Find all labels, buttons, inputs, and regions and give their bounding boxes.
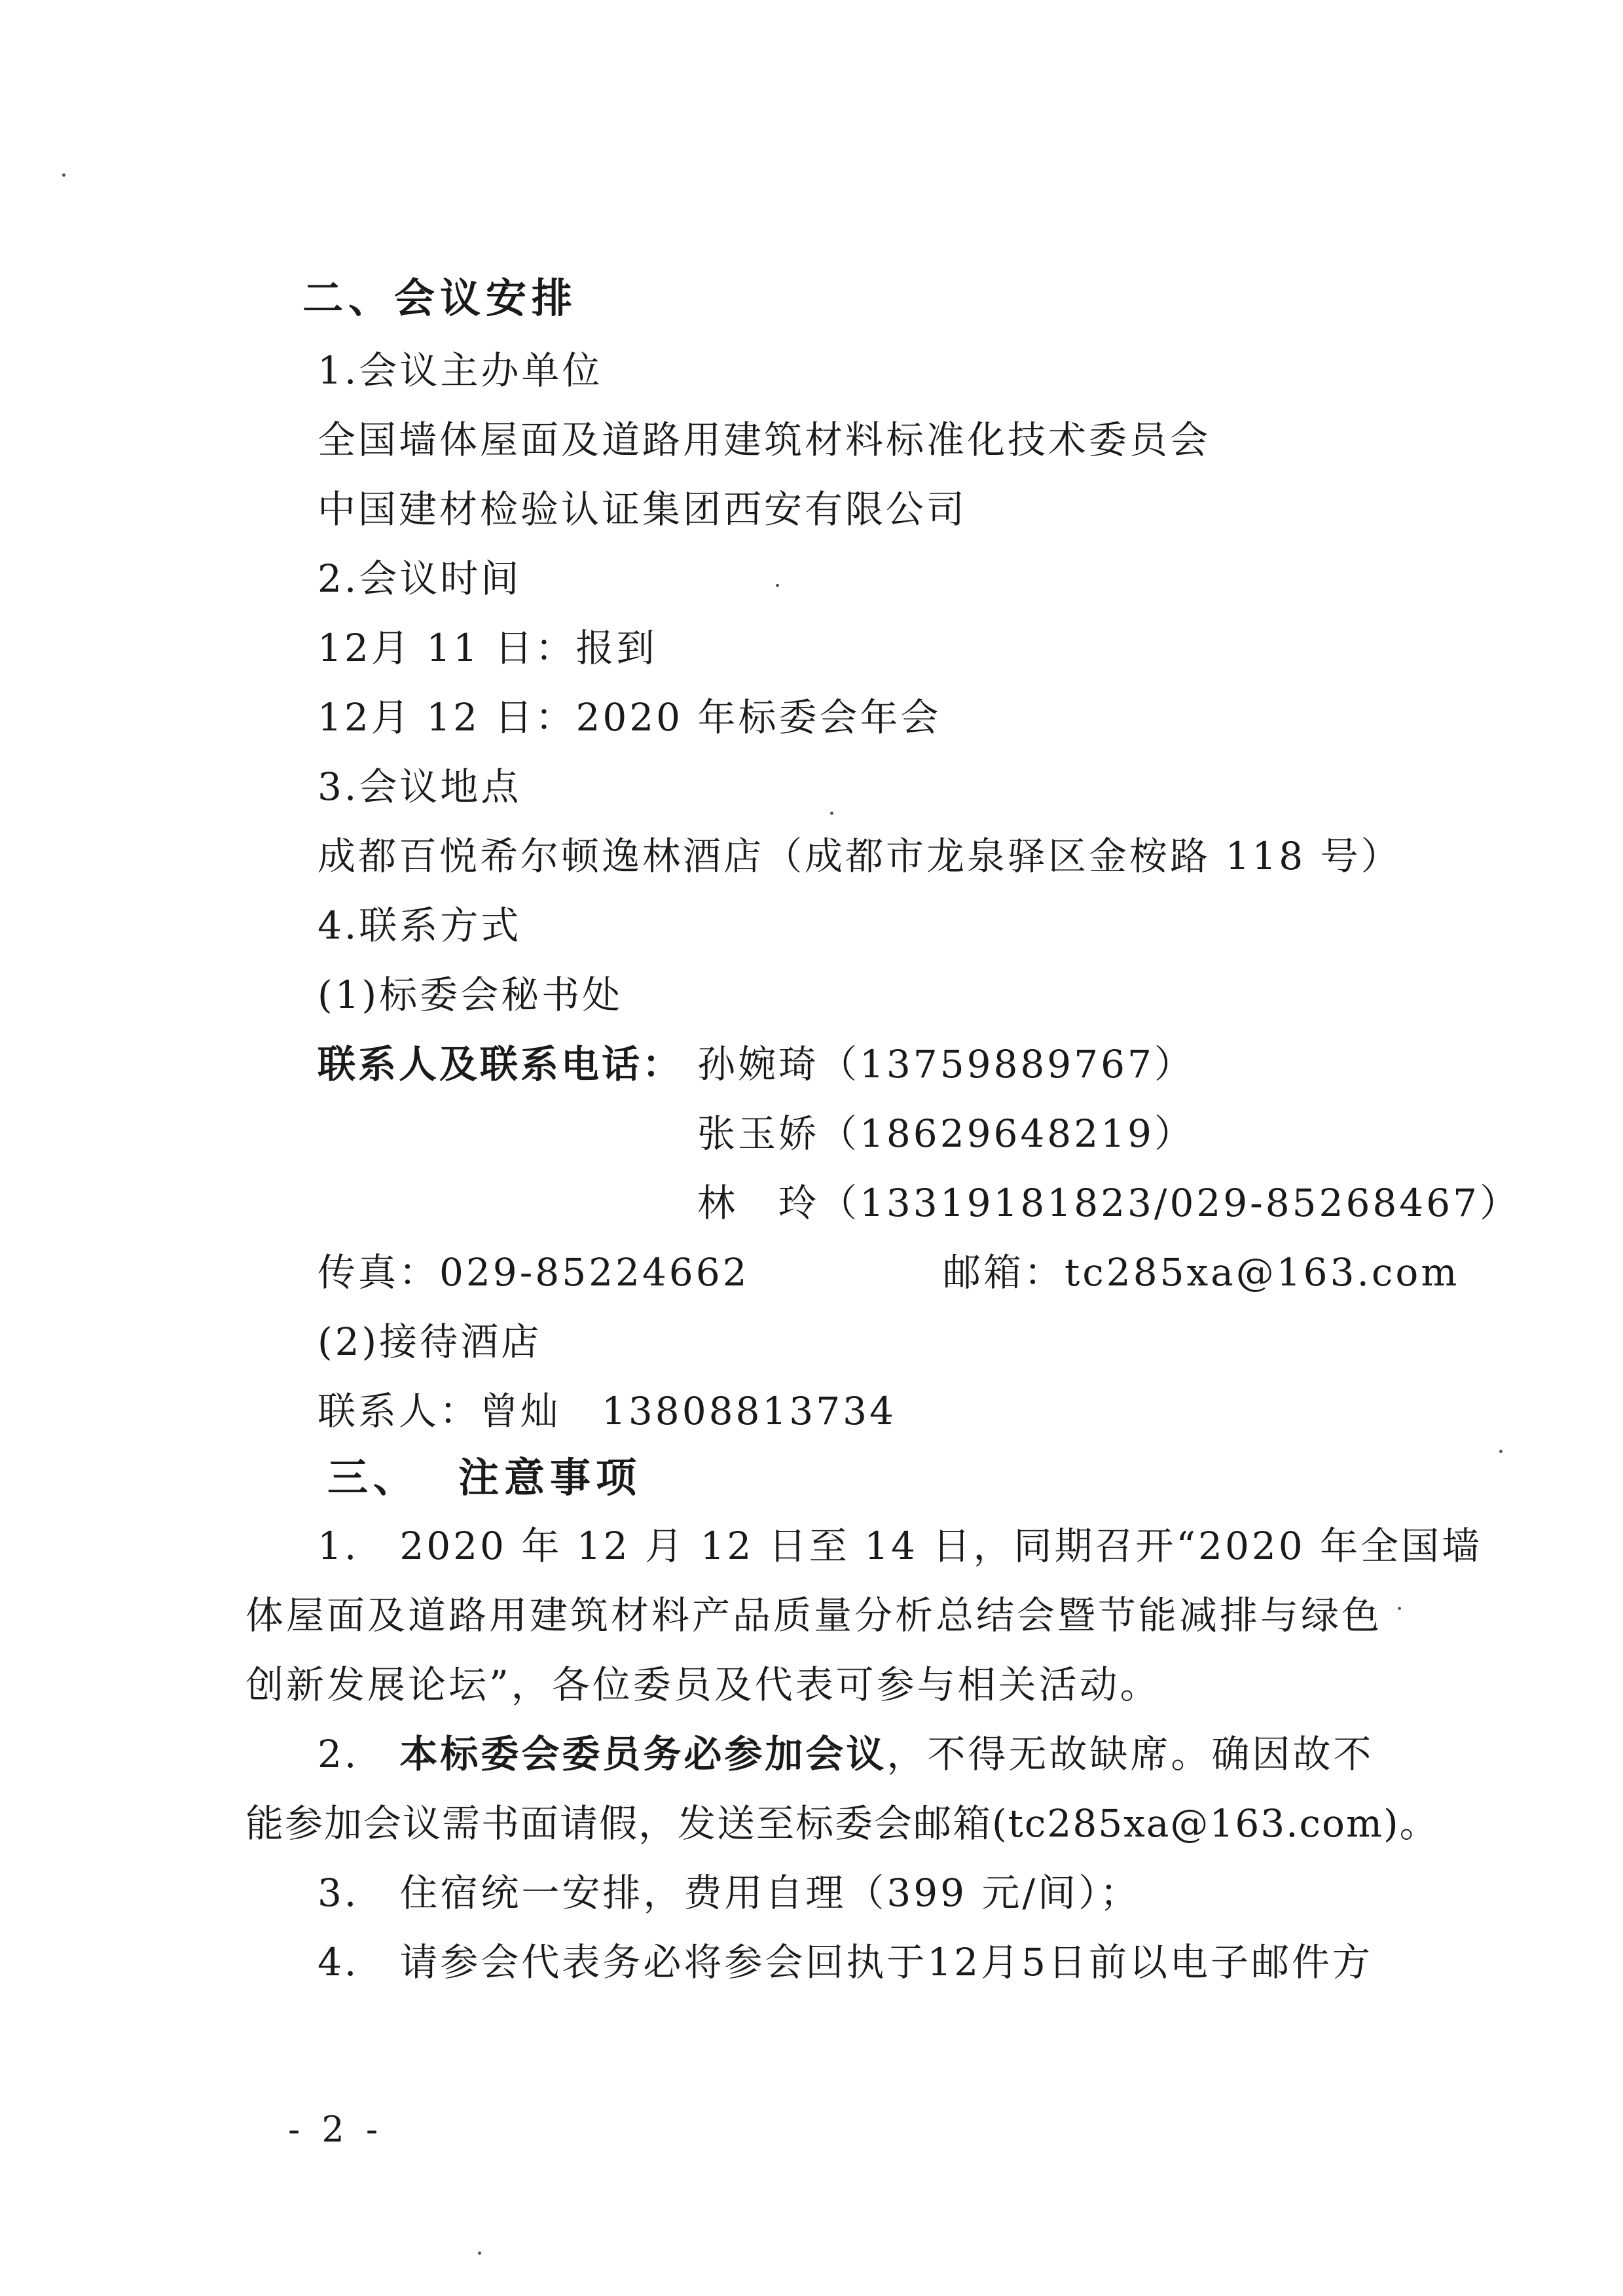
organizer-line-1: 全国墙体屋面及道路用建筑材料标准化技术委员会 <box>318 418 1211 462</box>
scan-speck <box>478 2251 481 2255</box>
scan-speck <box>1499 1450 1503 1453</box>
time-label: 2.会议时间 <box>318 556 522 601</box>
notice-2-number: 2. <box>318 1732 359 1776</box>
contacts-label: 联系人及联系电话： <box>318 1042 684 1086</box>
scan-speck <box>776 584 779 587</box>
organizer-label: 1.会议主办单位 <box>318 348 603 393</box>
notice-2-emphasis: 本标委会委员务必参加会议 <box>399 1732 887 1776</box>
scan-speck <box>62 173 65 177</box>
notice-2-rest: ，不得无故缺席。确因故不 <box>886 1732 1374 1776</box>
notice-3-line-1: 3. 住宿统一安排，费用自理（399 元/间）； <box>318 1871 1141 1915</box>
email-address: 邮箱：tc285xa@163.com <box>943 1250 1460 1295</box>
hotel-contact: 联系人：曾灿 13808813734 <box>318 1389 896 1433</box>
secretariat-label: (1)标委会秘书处 <box>318 973 623 1017</box>
notice-2-line-1 <box>318 1731 1374 1778</box>
venue-line: 成都百悦希尔顿逸林酒店（成都市龙泉驿区金桉路 118 号） <box>318 834 1402 878</box>
hotel-label: (2)接待酒店 <box>318 1319 542 1364</box>
notice-1-line-2: 体屋面及道路用建筑材料产品质量分析总结会暨节能减排与绿色 <box>246 1593 1383 1638</box>
scan-speck <box>830 812 833 815</box>
page-number: - 2 - <box>288 2109 384 2150</box>
contact-person-2: 张玉娇（18629648219） <box>697 1111 1195 1156</box>
notice-2-line-2: 能参加会议需书面请假，发送至标委会邮箱(tc285xa@163.com)。 <box>246 1801 1439 1846</box>
section2-heading: 二、会议安排 <box>302 274 578 322</box>
time-line-2: 12月 12 日：2020 年标委会年会 <box>318 695 941 740</box>
time-line-1: 12月 11 日：报到 <box>318 626 657 670</box>
section3-heading-number: 三、 <box>327 1454 420 1501</box>
contact-label: 4.联系方式 <box>318 903 522 948</box>
contact-person-3: 林 玲（13319181823/029-85268467） <box>697 1181 1520 1225</box>
venue-label: 3.会议地点 <box>318 764 522 809</box>
notice-1-line-1: 1. 2020 年 12 月 12 日至 14 日，同期召开“2020 年全国墙 <box>318 1524 1483 1568</box>
organizer-line-2: 中国建材检验认证集团西安有限公司 <box>318 487 968 531</box>
contact-person-1: 孙婉琦（13759889767） <box>697 1042 1195 1086</box>
section3-heading-text: 注意事项 <box>458 1454 642 1501</box>
notice-4-line-1: 4. 请参会代表务必将参会回执于12月5日前以电子邮件方 <box>318 1940 1374 1984</box>
notice-1-line-3: 创新发展论坛”，各位委员及代表可参与相关活动。 <box>246 1662 1161 1707</box>
fax-number: 传真：029-85224662 <box>318 1250 750 1295</box>
scan-speck <box>1398 1607 1401 1610</box>
